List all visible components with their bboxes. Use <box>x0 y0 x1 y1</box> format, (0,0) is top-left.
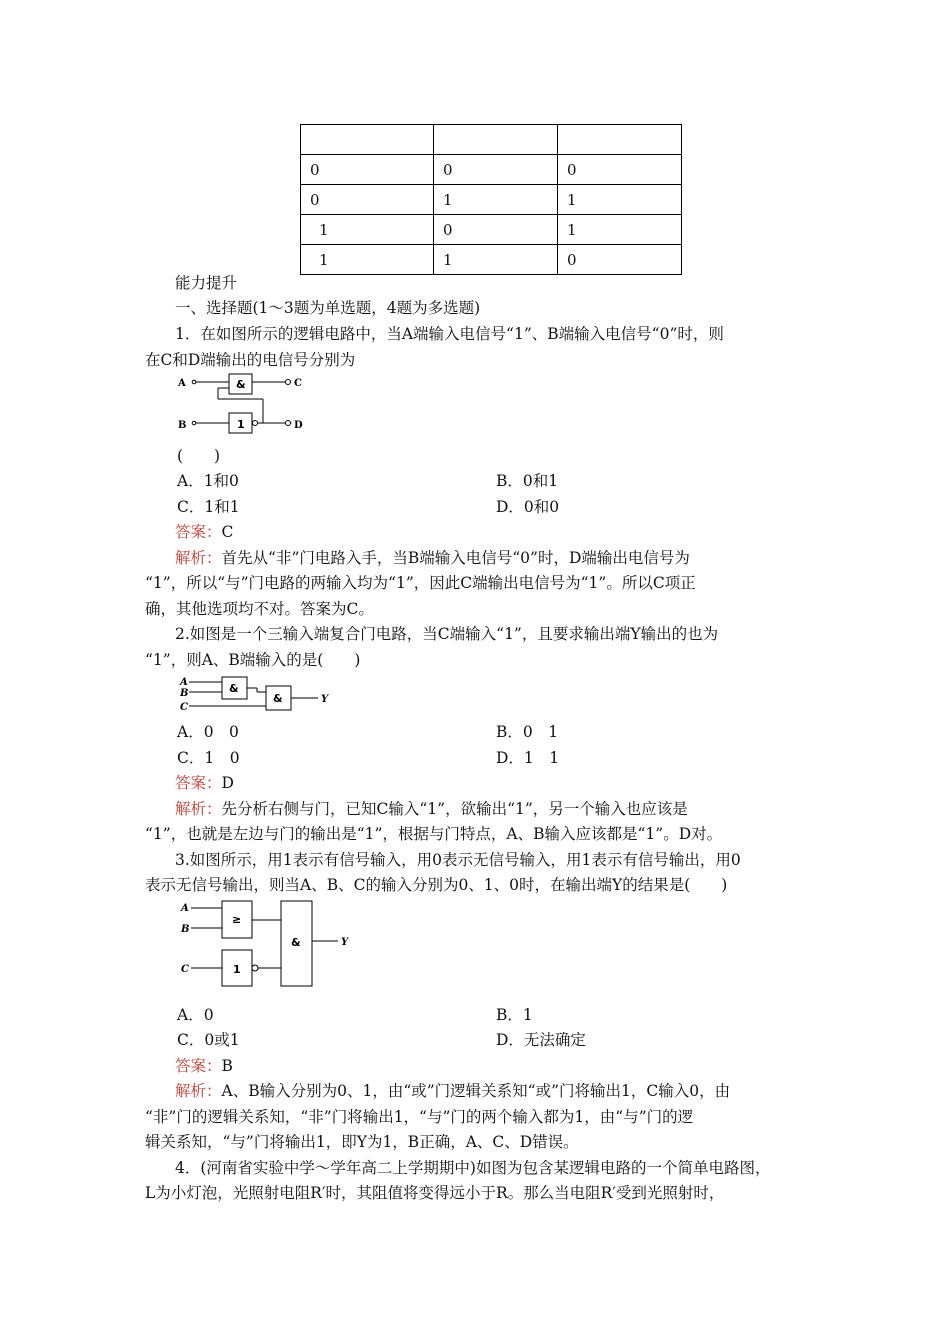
and-gate-symbol: & <box>291 936 301 949</box>
table-cell: 1 <box>558 215 682 245</box>
table-cell: 1 <box>301 245 434 275</box>
table-cell <box>301 125 434 155</box>
q3-option-b: B．1 <box>496 1006 533 1024</box>
label-a: A <box>178 378 186 389</box>
table-cell: 1 <box>434 245 558 275</box>
q2-analysis-line1 <box>175 799 688 819</box>
q3-analysis-line1 <box>175 1081 730 1101</box>
table-cell <box>434 125 558 155</box>
q1-answer <box>175 522 233 542</box>
label-a: A <box>180 677 188 688</box>
label-c: C <box>181 964 189 975</box>
q4-stem-line2: L为小灯泡，光照射电阻R′时，其阻值将变得远小于R。那么当电阻R′受到光照射时， <box>145 1184 725 1202</box>
and-gate-symbol: & <box>236 378 246 391</box>
label-b: B <box>178 420 187 431</box>
q1-option-c: C．1和1 <box>177 498 240 516</box>
q2-circuit-diagram <box>175 674 335 716</box>
label-y: Y <box>341 937 349 948</box>
q3-analysis-line2: “非”门的逻辑关系知，“非”门将输出1，“与”门的两个输入都为1，由“与”门的逻 <box>145 1108 694 1126</box>
and-gate-symbol: & <box>273 692 283 705</box>
q3-option-c: C．0或1 <box>177 1031 240 1049</box>
q3-answer <box>175 1056 233 1076</box>
q1-option-d: D．0和0 <box>496 498 560 516</box>
section-subtitle: 一、选择题(1～3题为单选题，4题为多选题) <box>175 299 481 317</box>
table-row <box>301 155 682 185</box>
q3-circuit-diagram <box>175 898 365 988</box>
not-gate-symbol: 1 <box>233 963 241 976</box>
q1-stem-line2: 在C和D端输出的电信号分别为 <box>145 351 356 369</box>
analysis-text: A、B输入分别为0、1，由“或”门逻辑关系知“或”门将输出1，C输入0，由 <box>221 1082 731 1100</box>
answer-value: B <box>221 1057 233 1075</box>
label-b: B <box>180 688 189 699</box>
answer-label: 答案： <box>175 774 222 792</box>
answer-label: 答案： <box>175 1057 222 1075</box>
q2-analysis-line2: “1”，也就是左边与门的输出是“1”，根据与门特点，A、B输入应该都是“1”。D对。 <box>145 825 723 843</box>
answer-label: 答案： <box>175 523 222 541</box>
table-row <box>301 125 682 155</box>
table-row <box>301 215 682 245</box>
q2-option-b: B．0 1 <box>496 723 559 741</box>
or-gate-symbol: ≥ <box>232 913 242 926</box>
and-gate-symbol: & <box>229 682 239 695</box>
answer-value: C <box>221 523 234 541</box>
q3-option-a: A．0 <box>177 1006 214 1024</box>
label-d: D <box>294 420 303 431</box>
table-cell: 1 <box>558 185 682 215</box>
q1-option-b: B．0和1 <box>496 472 559 490</box>
analysis-text: 首先从“非”门电路入手，当B端输入电信号“0”时，D端输出电信号为 <box>221 549 690 567</box>
q1-paren: ( ) <box>177 447 221 465</box>
table-cell: 1 <box>301 215 434 245</box>
q4-stem-line1: 4．(河南省实验中学～学年高二上学期期中)如图为包含某逻辑电路的一个简单电路图， <box>175 1159 771 1177</box>
q2-option-c: C．1 0 <box>177 749 240 767</box>
label-c: C <box>180 702 188 713</box>
analysis-label: 解析： <box>175 549 222 567</box>
label-c: C <box>294 378 302 389</box>
q1-circuit-diagram <box>175 372 315 438</box>
analysis-label: 解析： <box>175 1082 222 1100</box>
table-cell: 0 <box>434 155 558 185</box>
q3-analysis-line3: 辑关系知，“与”门将输出1，即Y为1，B正确，A、C、D错误。 <box>145 1133 579 1151</box>
label-y: Y <box>321 694 329 705</box>
analysis-text: 先分析右侧与门，已知C输入“1”，欲输出“1”，另一个输入也应该是 <box>221 800 688 818</box>
q2-stem-line2: “1”，则A、B端输入的是( ) <box>145 651 361 669</box>
q2-option-a: A．0 0 <box>177 723 239 741</box>
table-cell: 0 <box>558 155 682 185</box>
table-row <box>301 185 682 215</box>
table-cell: 0 <box>434 215 558 245</box>
table-cell <box>558 125 682 155</box>
q2-stem-line1: 2.如图是一个三输入端复合门电路，当C端输入“1”，且要求输出端Y输出的也为 <box>175 625 719 643</box>
q3-stem-line2: 表示无信号输出，则当A、B、C的输入分别为0、1、0时，在输出端Y的结果是( ) <box>145 876 728 894</box>
section-title: 能力提升 <box>175 274 238 292</box>
q1-analysis-line1 <box>175 548 690 568</box>
label-a: A <box>181 903 189 914</box>
q3-stem-line1: 3.如图所示，用1表示有信号输入，用0表示无信号输入，用1表示有信号输出，用0 <box>175 851 741 869</box>
table-cell: 0 <box>558 245 682 275</box>
answer-value: D <box>221 774 234 792</box>
q3-option-d: D．无法确定 <box>496 1031 586 1049</box>
label-b: B <box>181 924 190 935</box>
q1-analysis-line2: “1”，所以“与”门电路的两输入均为“1”，因此C端输出电信号为“1”。所以C项正 <box>145 574 696 592</box>
table-row <box>301 245 682 275</box>
q1-stem-line1: 1．在如图所示的逻辑电路中，当A端输入电信号“1”、B端输入电信号“0”时，则 <box>175 325 724 343</box>
table-cell: 1 <box>434 185 558 215</box>
not-gate-symbol: 1 <box>237 418 245 431</box>
q1-option-a: A．1和0 <box>177 472 239 490</box>
table-cell: 0 <box>301 185 434 215</box>
q2-answer <box>175 773 234 793</box>
q1-analysis-line3: 确，其他选项均不对。答案为C。 <box>145 600 374 618</box>
analysis-label: 解析： <box>175 800 222 818</box>
q2-option-d: D．1 1 <box>496 749 560 767</box>
table-cell: 0 <box>301 155 434 185</box>
truth-table <box>300 124 682 275</box>
